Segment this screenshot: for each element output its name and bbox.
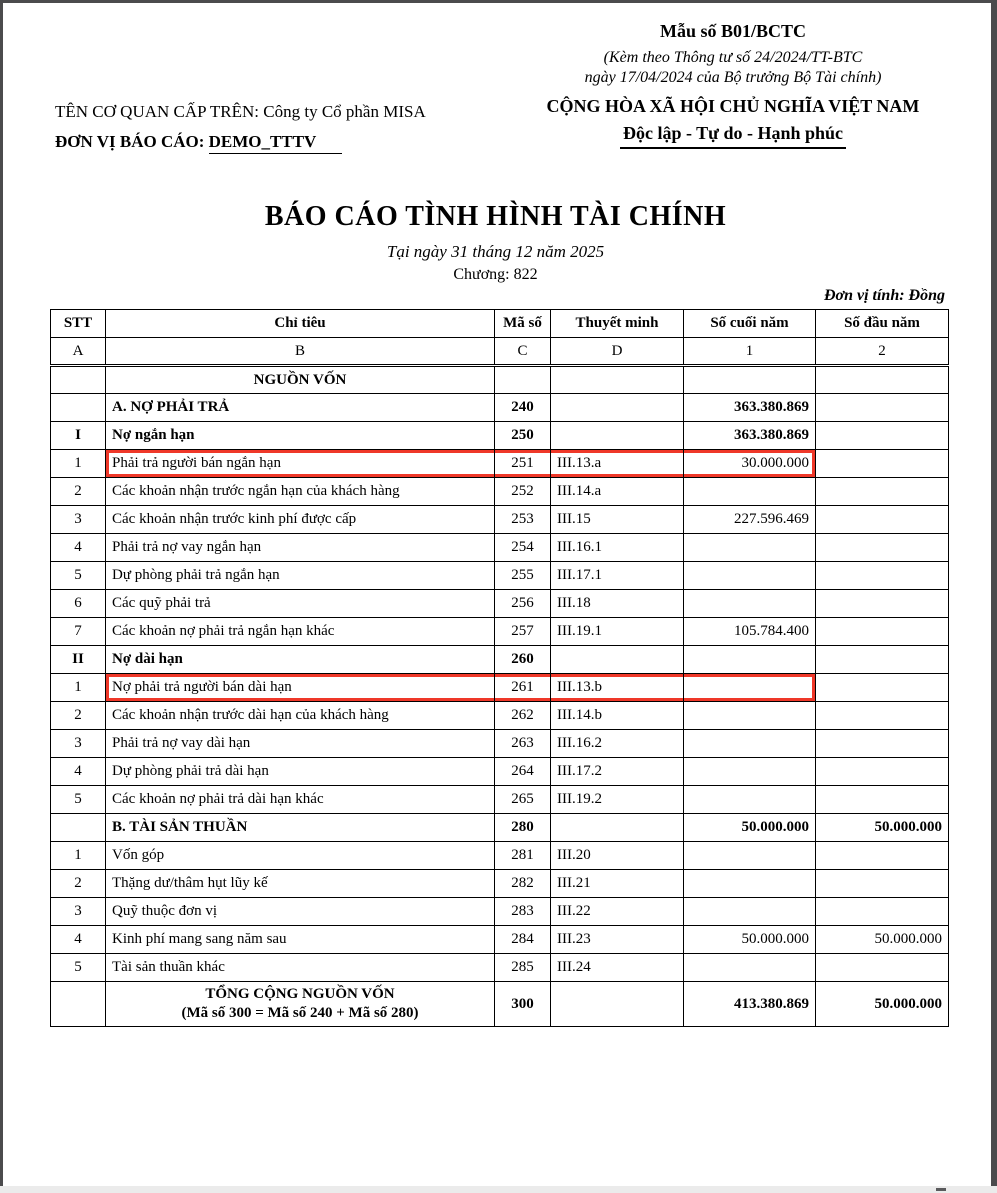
cell-start: 50.000.000 bbox=[816, 926, 949, 954]
cell-stt: 1 bbox=[51, 674, 106, 702]
cell-note: III.15 bbox=[551, 506, 684, 534]
cell-start bbox=[816, 758, 949, 786]
subheader-b: B bbox=[106, 338, 495, 366]
cell-code: 262 bbox=[495, 702, 551, 730]
form-ref-line2: ngày 17/04/2024 của Bộ trưởng Bộ Tài chính) bbox=[584, 69, 882, 86]
cell-start bbox=[816, 562, 949, 590]
financial-report-table bbox=[50, 309, 949, 1027]
cell-stt bbox=[51, 982, 106, 1027]
cell-stt: 3 bbox=[51, 506, 106, 534]
cell-stt: 1 bbox=[51, 842, 106, 870]
cell-code: 240 bbox=[495, 394, 551, 422]
cell-stt bbox=[51, 394, 106, 422]
cell-start bbox=[816, 954, 949, 982]
table-row bbox=[51, 506, 949, 534]
cell-code: 283 bbox=[495, 898, 551, 926]
table-header-row bbox=[51, 310, 949, 338]
cell-name: Tài sản thuần khác bbox=[106, 954, 495, 982]
cell-code bbox=[495, 366, 551, 394]
table-row bbox=[51, 898, 949, 926]
title-block bbox=[3, 201, 988, 284]
highlighted-cell-code: 261 bbox=[495, 674, 551, 702]
highlighted-table-row bbox=[51, 450, 949, 478]
cell-stt: 1 bbox=[51, 450, 106, 478]
subheader-1: 1 bbox=[684, 338, 816, 366]
table-row bbox=[51, 562, 949, 590]
report-chapter: Chương: 822 bbox=[453, 266, 538, 283]
cell-end bbox=[684, 702, 816, 730]
cell-stt: 4 bbox=[51, 926, 106, 954]
cell-name: Các khoản nợ phải trả dài hạn khác bbox=[106, 786, 495, 814]
cell-stt: 2 bbox=[51, 870, 106, 898]
table-row bbox=[51, 394, 949, 422]
cell-note: III.21 bbox=[551, 870, 684, 898]
cell-note: III.18 bbox=[551, 590, 684, 618]
national-title: CỘNG HÒA XÃ HỘI CHỦ NGHĨA VIỆT NAM bbox=[546, 96, 920, 116]
cell-note: III.20 bbox=[551, 842, 684, 870]
org-unit-label: ĐƠN VỊ BÁO CÁO: bbox=[55, 132, 205, 151]
cell-code: 256 bbox=[495, 590, 551, 618]
cell-name: Dự phòng phải trả ngắn hạn bbox=[106, 562, 495, 590]
scrollbar-thumb[interactable] bbox=[936, 1188, 946, 1191]
table-row bbox=[51, 870, 949, 898]
subheader-d: D bbox=[551, 338, 684, 366]
cell-note: III.19.2 bbox=[551, 786, 684, 814]
cell-name: Các quỹ phải trả bbox=[106, 590, 495, 618]
cell-end: 50.000.000 bbox=[684, 926, 816, 954]
cell-name: Các khoản nhận trước kinh phí được cấp bbox=[106, 506, 495, 534]
cell-start bbox=[816, 674, 949, 702]
cell-start bbox=[816, 506, 949, 534]
col-header-so-dau-nam: Số đầu năm bbox=[816, 310, 949, 338]
table-row bbox=[51, 590, 949, 618]
cell-end bbox=[684, 590, 816, 618]
cell-stt: 2 bbox=[51, 478, 106, 506]
cell-stt: 2 bbox=[51, 702, 106, 730]
org-parent-line bbox=[55, 97, 426, 127]
cell-name: Phải trả nợ vay dài hạn bbox=[106, 730, 495, 758]
cell-start bbox=[816, 730, 949, 758]
page-title: BÁO CÁO TÌNH HÌNH TÀI CHÍNH bbox=[264, 201, 727, 232]
cell-name: Thặng dư/thâm hụt lũy kế bbox=[106, 870, 495, 898]
cell-code: 253 bbox=[495, 506, 551, 534]
cell-end: 50.000.000 bbox=[684, 814, 816, 842]
col-header-thuyet-minh: Thuyết minh bbox=[551, 310, 684, 338]
highlighted-cell-end bbox=[684, 674, 816, 702]
table-row bbox=[51, 814, 949, 842]
cell-end: 363.380.869 bbox=[684, 422, 816, 450]
highlighted-cell-code: 251 bbox=[495, 450, 551, 478]
report-date: Tại ngày 31 tháng 12 năm 2025 bbox=[386, 242, 605, 261]
cell-stt: 6 bbox=[51, 590, 106, 618]
cell-code: 282 bbox=[495, 870, 551, 898]
table-row bbox=[51, 786, 949, 814]
cell-end: 363.380.869 bbox=[684, 394, 816, 422]
cell-stt: 3 bbox=[51, 730, 106, 758]
cell-end bbox=[684, 842, 816, 870]
cell-name: Phải trả nợ vay ngắn hạn bbox=[106, 534, 495, 562]
table-row bbox=[51, 618, 949, 646]
cell-code: 281 bbox=[495, 842, 551, 870]
cell-note: III.24 bbox=[551, 954, 684, 982]
cell-stt: 5 bbox=[51, 954, 106, 982]
cell-name: Các khoản nhận trước ngắn hạn của khách hàng bbox=[106, 478, 495, 506]
cell-note: III.17.1 bbox=[551, 562, 684, 590]
table-row bbox=[51, 702, 949, 730]
horizontal-scrollbar-track[interactable] bbox=[0, 1186, 997, 1193]
cell-code: 284 bbox=[495, 926, 551, 954]
cell-start: 50.000.000 bbox=[816, 814, 949, 842]
currency-unit-note: Đơn vị tính: Đồng bbox=[823, 287, 945, 304]
cell-note: III.23 bbox=[551, 926, 684, 954]
cell-note bbox=[551, 646, 684, 674]
cell-end bbox=[684, 954, 816, 982]
cell-name: B. TÀI SẢN THUẦN bbox=[106, 814, 495, 842]
table-row bbox=[51, 926, 949, 954]
subheader-a: A bbox=[51, 338, 106, 366]
cell-code: 252 bbox=[495, 478, 551, 506]
cell-end: 227.596.469 bbox=[684, 506, 816, 534]
cell-note: III.19.1 bbox=[551, 618, 684, 646]
cell-code: 264 bbox=[495, 758, 551, 786]
org-unit-value: DEMO_TTTV bbox=[209, 132, 343, 154]
table-row bbox=[51, 842, 949, 870]
cell-start bbox=[816, 870, 949, 898]
cell-end bbox=[684, 534, 816, 562]
cell-start bbox=[816, 590, 949, 618]
col-header-so-cuoi-nam: Số cuối năm bbox=[684, 310, 816, 338]
org-parent-value: Công ty Cổ phần MISA bbox=[263, 102, 426, 121]
cell-code: 254 bbox=[495, 534, 551, 562]
cell-end bbox=[684, 870, 816, 898]
cell-stt: 3 bbox=[51, 898, 106, 926]
form-ref-line1: (Kèm theo Thông tư số 24/2024/TT-BTC bbox=[603, 49, 863, 66]
form-number: Mẫu số B01/BCTC bbox=[659, 21, 807, 41]
cell-stt bbox=[51, 814, 106, 842]
col-header-chi-tieu: Chỉ tiêu bbox=[106, 310, 495, 338]
cell-end bbox=[684, 786, 816, 814]
cell-end bbox=[684, 758, 816, 786]
cell-start bbox=[816, 786, 949, 814]
cell-note: III.16.2 bbox=[551, 730, 684, 758]
cell-code: 285 bbox=[495, 954, 551, 982]
cell-note bbox=[551, 394, 684, 422]
cell-stt: 7 bbox=[51, 618, 106, 646]
cell-stt: 4 bbox=[51, 534, 106, 562]
highlighted-cell-note: III.13.b bbox=[551, 674, 684, 702]
cell-code: 280 bbox=[495, 814, 551, 842]
cell-note: III.22 bbox=[551, 898, 684, 926]
org-block bbox=[55, 97, 426, 157]
cell-note bbox=[551, 366, 684, 394]
subheader-2: 2 bbox=[816, 338, 949, 366]
cell-start bbox=[816, 394, 949, 422]
cell-note: III.16.1 bbox=[551, 534, 684, 562]
cell-name: TỔNG CỘNG NGUỒN VỐN (Mã số 300 = Mã số 240 + Mã số 280) bbox=[106, 982, 495, 1027]
cell-stt: I bbox=[51, 422, 106, 450]
cell-end bbox=[684, 478, 816, 506]
form-block bbox=[528, 21, 938, 149]
highlighted-cell-name: Phải trả người bán ngắn hạn bbox=[106, 450, 495, 478]
col-header-stt: STT bbox=[51, 310, 106, 338]
cell-stt: 5 bbox=[51, 786, 106, 814]
cell-code: 300 bbox=[495, 982, 551, 1027]
cell-start bbox=[816, 842, 949, 870]
cell-note bbox=[551, 982, 684, 1027]
table-subheader-row bbox=[51, 338, 949, 366]
cell-name: Nợ dài hạn bbox=[106, 646, 495, 674]
cell-start bbox=[816, 366, 949, 394]
col-header-ma-so: Mã số bbox=[495, 310, 551, 338]
cell-start bbox=[816, 898, 949, 926]
cell-end bbox=[684, 898, 816, 926]
table-row bbox=[51, 534, 949, 562]
cell-stt: II bbox=[51, 646, 106, 674]
national-motto: Độc lập - Tự do - Hạnh phúc bbox=[620, 123, 846, 149]
table-row bbox=[51, 730, 949, 758]
table-row bbox=[51, 982, 949, 1027]
table-row bbox=[51, 758, 949, 786]
table-row bbox=[51, 954, 949, 982]
cell-name: Nợ ngắn hạn bbox=[106, 422, 495, 450]
highlighted-table-row bbox=[51, 674, 949, 702]
cell-note: III.17.2 bbox=[551, 758, 684, 786]
cell-code: 263 bbox=[495, 730, 551, 758]
cell-start bbox=[816, 422, 949, 450]
cell-note bbox=[551, 422, 684, 450]
cell-start bbox=[816, 450, 949, 478]
table-row bbox=[51, 646, 949, 674]
cell-name: Các khoản nợ phải trả ngắn hạn khác bbox=[106, 618, 495, 646]
cell-code: 250 bbox=[495, 422, 551, 450]
cell-stt: 5 bbox=[51, 562, 106, 590]
cell-name: NGUỒN VỐN bbox=[106, 366, 495, 394]
cell-end: 105.784.400 bbox=[684, 618, 816, 646]
cell-end bbox=[684, 562, 816, 590]
highlighted-cell-note: III.13.a bbox=[551, 450, 684, 478]
highlighted-cell-name: Nợ phải trả người bán dài hạn bbox=[106, 674, 495, 702]
cell-stt bbox=[51, 366, 106, 394]
cell-code: 257 bbox=[495, 618, 551, 646]
cell-end bbox=[684, 646, 816, 674]
highlighted-cell-end: 30.000.000 bbox=[684, 450, 816, 478]
cell-start bbox=[816, 534, 949, 562]
table-row bbox=[51, 478, 949, 506]
cell-start bbox=[816, 618, 949, 646]
cell-note: III.14.a bbox=[551, 478, 684, 506]
cell-name: Vốn góp bbox=[106, 842, 495, 870]
cell-end: 413.380.869 bbox=[684, 982, 816, 1027]
report-table-body bbox=[51, 366, 949, 1027]
cell-note bbox=[551, 814, 684, 842]
org-unit-line bbox=[55, 127, 426, 157]
subheader-c: C bbox=[495, 338, 551, 366]
cell-note: III.14.b bbox=[551, 702, 684, 730]
table-row bbox=[51, 366, 949, 394]
cell-end bbox=[684, 366, 816, 394]
cell-code: 260 bbox=[495, 646, 551, 674]
cell-code: 255 bbox=[495, 562, 551, 590]
cell-end bbox=[684, 730, 816, 758]
cell-start bbox=[816, 478, 949, 506]
cell-start bbox=[816, 646, 949, 674]
cell-name: Quỹ thuộc đơn vị bbox=[106, 898, 495, 926]
cell-name: Kinh phí mang sang năm sau bbox=[106, 926, 495, 954]
cell-name: A. NỢ PHẢI TRẢ bbox=[106, 394, 495, 422]
cell-name: Các khoản nhận trước dài hạn của khách hàng bbox=[106, 702, 495, 730]
org-parent-label: TÊN CƠ QUAN CẤP TRÊN: bbox=[55, 102, 260, 121]
cell-code: 265 bbox=[495, 786, 551, 814]
cell-name: Dự phòng phải trả dài hạn bbox=[106, 758, 495, 786]
table-row bbox=[51, 422, 949, 450]
cell-stt: 4 bbox=[51, 758, 106, 786]
cell-start: 50.000.000 bbox=[816, 982, 949, 1027]
cell-start bbox=[816, 702, 949, 730]
